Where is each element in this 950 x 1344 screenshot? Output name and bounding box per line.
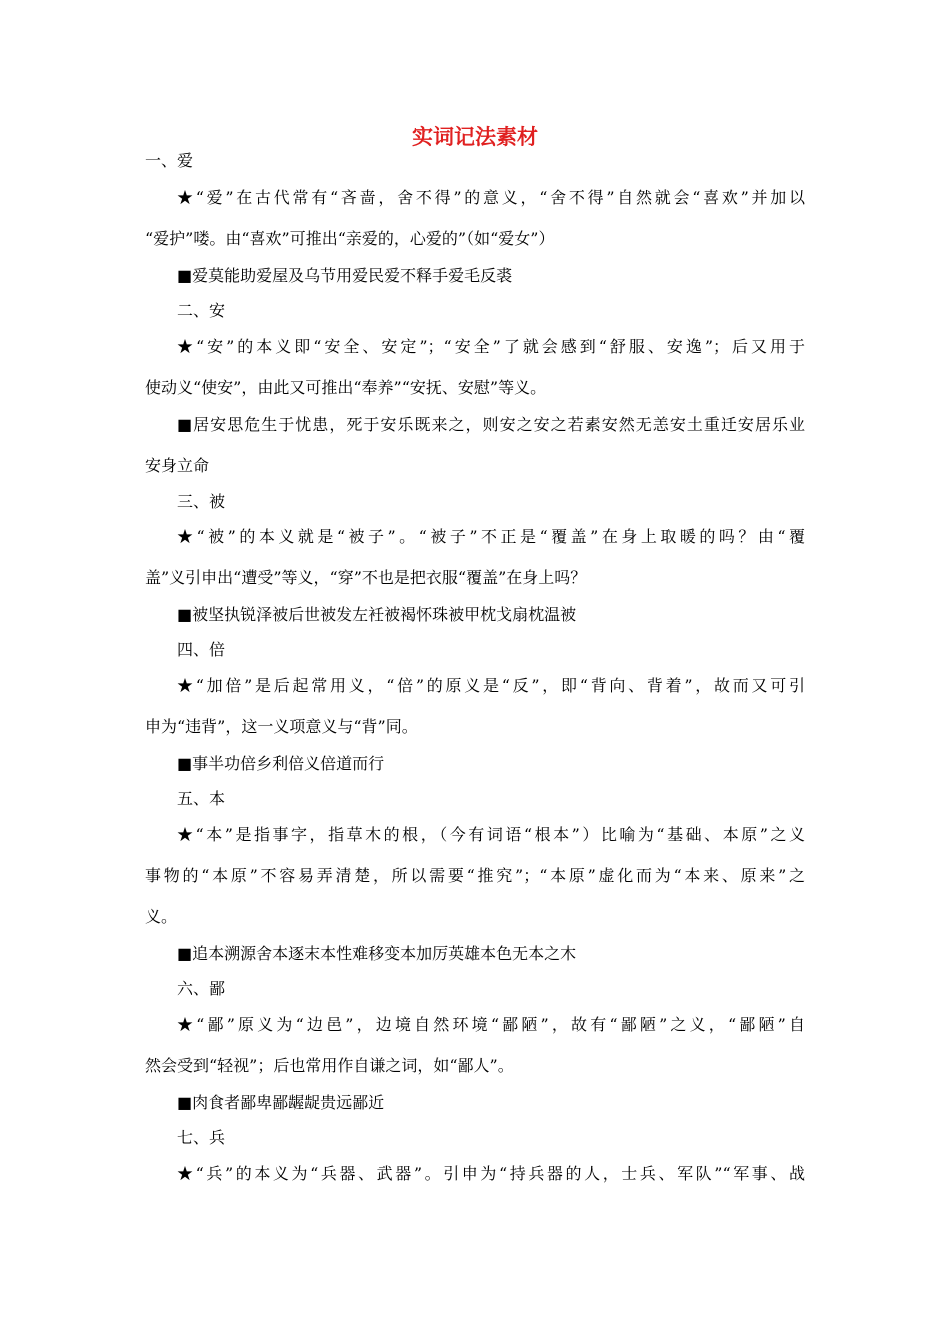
section-heading: 七、兵 — [177, 1128, 226, 1147]
idiom-list-line: ■爱莫能助爱屋及乌节用爱民爱不释手爱毛反裘 — [177, 266, 513, 285]
text-line: 事物的“本原”不容易弄清楚，所以需要“推究”；“本原”虚化而为“本来、原来”之 — [145, 866, 805, 885]
text-line: 申为“违背”，这一义项意义与“背”同。 — [145, 717, 418, 736]
idiom-list-line: ■被坚执锐泽被后世被发左衽被褐怀珠被甲枕戈扇枕温被 — [177, 605, 577, 624]
explanation-line: ★“鄙”原义为“边邑”，边境自然环境“鄙陋”，故有“鄙陋”之义，“鄙陋”自 — [177, 1015, 805, 1034]
page-title: 实词记法素材 — [412, 125, 538, 149]
explanation-line: ★“加倍”是后起常用义，“倍”的原义是“反”，即“背向、背着”，故而又可引 — [177, 676, 805, 695]
explanation-line: ★“被”的本义就是“被子”。“被子”不正是“覆盖”在身上取暖的吗？由“覆 — [177, 527, 805, 546]
explanation-line: ★“兵”的本义为“兵器、武器”。引申为“持兵器的人，士兵、军队”“军事、战 — [177, 1164, 805, 1183]
section-heading: 三、被 — [177, 492, 226, 511]
section-heading: 四、倍 — [177, 640, 226, 659]
idiom-list-line: ■追本溯源舍本逐末本性难移变本加厉英雄本色无本之木 — [177, 944, 577, 963]
section-heading: 六、鄙 — [177, 979, 226, 998]
text-line: 盖”义引申出“遭受”等义，“穿”不也是把衣服“覆盖”在身上吗？ — [145, 568, 587, 587]
explanation-line: ★“本”是指事字，指草木的根，（今有词语“根本”）比喻为“基础、本原”之义 — [177, 825, 805, 844]
idiom-list-line: ■肉食者鄙卑鄙龌龊贵远鄙近 — [177, 1093, 385, 1112]
text-line: 使动义“使安”，由此又可推出“奉养”“安抚、安慰”等义。 — [145, 378, 547, 397]
text-line: “爱护”喽。由“喜欢”可推出“亲爱的，心爱的”（如“爱女”） — [145, 229, 555, 248]
explanation-line: ★“爱”在古代常有“吝啬，舍不得”的意义，“舍不得”自然就会“喜欢”并加以 — [177, 188, 805, 207]
text-line: 安身立命 — [145, 456, 210, 475]
text-line: 然会受到“轻视”；后也常用作自谦之词，如“鄙人”。 — [145, 1056, 514, 1075]
section-heading: 一、爱 — [145, 151, 194, 170]
explanation-line: ★“安”的本义即“安全、安定”；“安全”了就会感到“舒服、安逸”；后又用于 — [177, 337, 805, 356]
section-heading: 二、安 — [177, 301, 226, 320]
text-line: 义。 — [145, 907, 178, 926]
idiom-list-line: ■事半功倍乡利倍义倍道而行 — [177, 754, 385, 773]
idiom-list-line: ■居安思危生于忧患，死于安乐既来之，则安之安之若素安然无恙安土重迁安居乐业 — [177, 415, 805, 434]
section-heading: 五、本 — [177, 789, 226, 808]
